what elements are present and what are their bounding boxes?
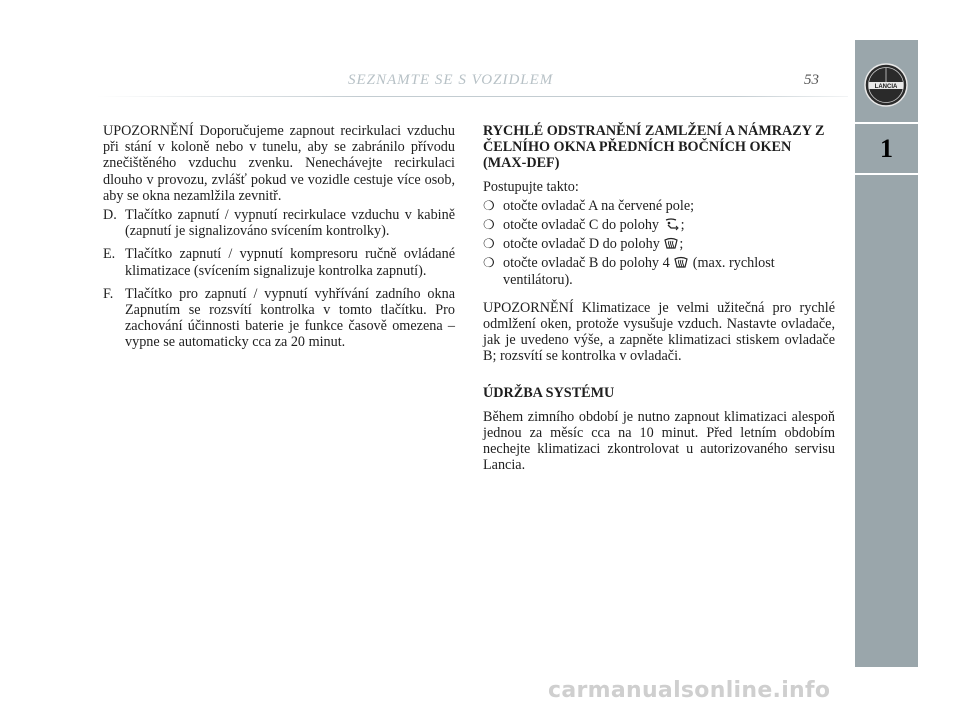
item-text: Tlačítko zapnutí / vypnutí kompresoru ručně ovládané klimatizace (svícením signalizuje kontrolka zapnutí). — [125, 246, 455, 279]
tab-divider — [855, 173, 918, 175]
item-text: Tlačítko zapnutí / vypnutí recirkulace vzduchu v kabině (zapnutí je signalizováno svícením kontrolky). — [125, 207, 455, 240]
lancia-logo-icon — [863, 62, 909, 108]
bullet-icon: ❍ — [483, 236, 495, 252]
step-suffix: ; — [680, 217, 685, 234]
list-item — [103, 286, 455, 351]
right-column — [483, 123, 835, 474]
step-text: otočte ovladač D do polohy — [503, 236, 660, 253]
maintenance-text: Během zimního období je nutno zapnout klimatizaci alespoň jednou za měsíc cca na 10 minut. Před letním obdobím nechejte klimatizaci zkontrolovat u autorizovaného servisu Lancia. — [483, 408, 835, 474]
windshield-floor-icon — [664, 218, 680, 231]
step-text: otočte ovladač B do polohy 4 — [503, 255, 670, 272]
step-text: otočte ovladač C do polohy — [503, 217, 660, 234]
intro-text: Postupujte takto: — [483, 178, 579, 195]
list-item — [483, 217, 835, 233]
section-heading-maintenance: ÚDRŽBA SYSTÉMU — [483, 384, 615, 401]
bullet-icon: ❍ — [483, 217, 495, 233]
step-suffix: ; — [679, 236, 684, 253]
item-label: D. — [103, 207, 117, 224]
list-item — [483, 255, 835, 287]
list-item — [483, 236, 835, 252]
ac-notice: UPOZORNĚNÍ Klimatizace je velmi užitečná pro rychlé odmlžení oken, protože vysušuje vzduch. Nastavte ovladače, jak je uvedeno výše, a zapněte klimatizaci stiskem ovladače B; rozsvítí se kontrolka v ovladači. — [483, 299, 835, 365]
item-label: F. — [103, 285, 114, 302]
chapter-number: 1 — [880, 134, 893, 163]
item-text: Tlačítko pro zapnutí / vypnutí vyhřívání zadního okna Zapnutím se rozsvítí kontrolka v tomto tlačítku. Pro zachování účinnosti baterie je funkce časově omezena – vypne se automaticky cca za 20 minut. — [125, 285, 455, 351]
tab-divider — [855, 122, 918, 124]
list-item — [103, 246, 455, 278]
watermark: carmanualsonline.info — [548, 678, 831, 703]
item-label: E. — [103, 246, 116, 263]
list-item — [483, 198, 835, 214]
left-column — [103, 123, 455, 351]
bullet-icon: ❍ — [483, 255, 495, 271]
section-heading-max-def: RYCHLÉ ODSTRANĚNÍ ZAMLŽENÍ A NÁMRAZY Z ČELNÍHO OKNA PŘEDNÍCH BOČNÍCH OKEN (MAX-DEF) — [483, 123, 825, 172]
bullet-icon: ❍ — [483, 197, 495, 213]
recirculation-notice: UPOZORNĚNÍ Doporučujeme zapnout recirkulaci vzduchu při stání v koloně nebo v tunelu, aby se zabránilo přívodu znečištěného vzduchu zvenku. Nenechávejte recirkulaci dlouho v provozu, zvlášť pokud ve vozidle cestuje více osob, aby se okna nezamlžila zevnitř. — [103, 123, 455, 204]
step-suffix: (max. rychlost ventilátoru). — [503, 255, 775, 288]
step-text: otočte ovladač A na červené pole; — [503, 197, 695, 214]
defrost-icon — [664, 237, 678, 250]
running-header-title: SEZNAMTE SE S VOZIDLEM — [348, 72, 554, 88]
list-item — [103, 207, 455, 239]
logo-text: LANCIA — [874, 83, 898, 90]
page-number: 53 — [804, 72, 819, 88]
header-rule — [96, 96, 848, 97]
defrost-icon — [674, 256, 688, 269]
